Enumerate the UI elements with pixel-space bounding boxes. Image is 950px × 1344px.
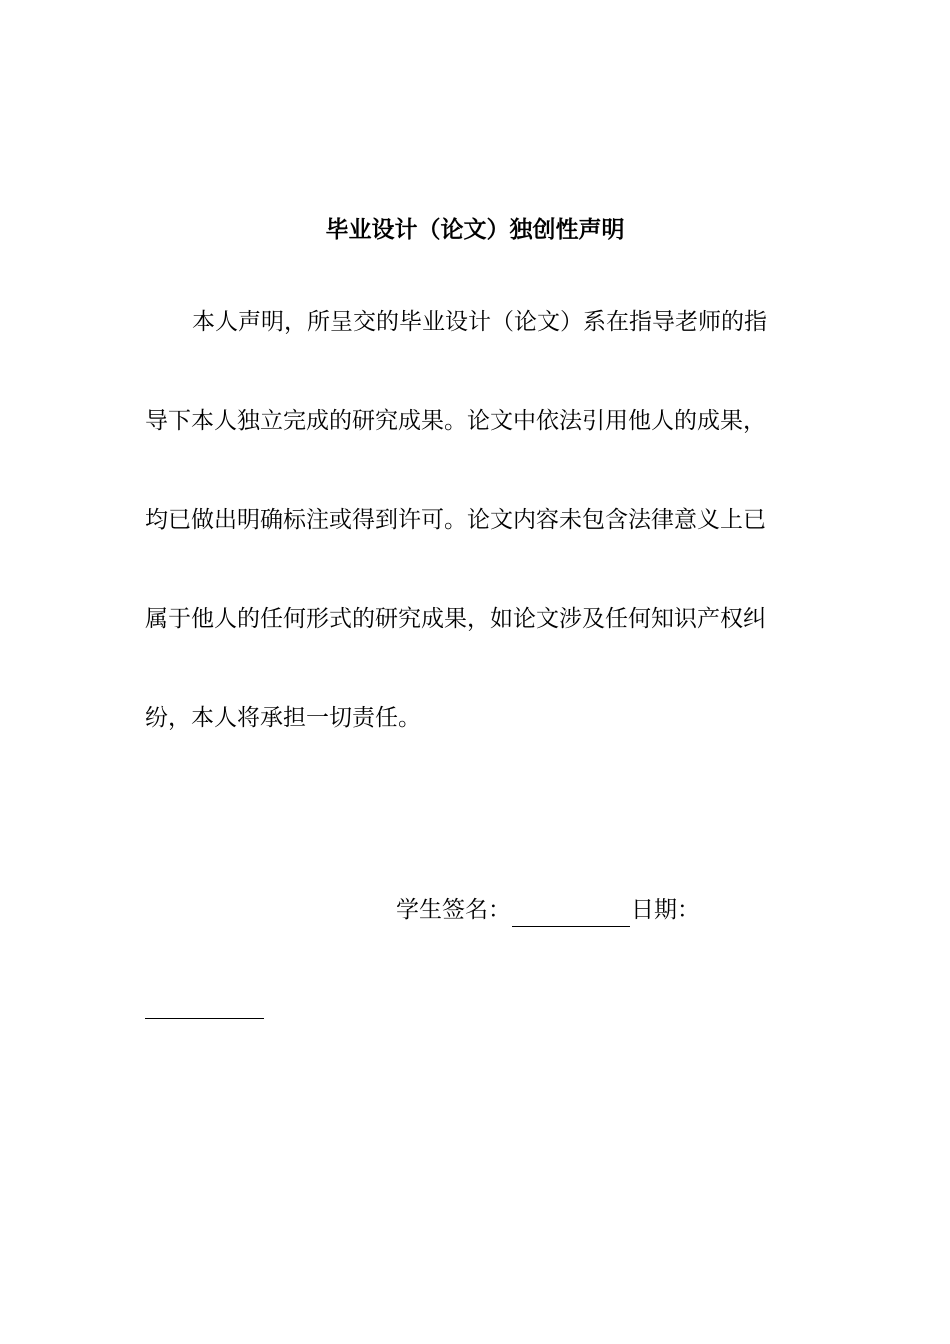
signature-row [396,893,700,927]
student-signature-blank [512,900,630,927]
page-title: 毕业设计（论文）独创性声明 [325,217,625,243]
declaration-line-4: 属于他人的任何形式的研究成果，如论文涉及任何知识产权纠 [145,606,766,632]
declaration-line-2: 导下本人独立完成的研究成果。论文中依法引用他人的成果， [145,408,766,434]
declaration-line-1: 本人声明，所呈交的毕业设计（论文）系在指导老师的指 [192,309,767,335]
date-blank [145,1018,264,1019]
date-label: 日期： [631,897,700,923]
declaration-line-5: 纷，本人将承担一切责任。 [145,705,421,731]
student-signature-label: 学生签名： [396,897,511,923]
declaration-line-3: 均已做出明确标注或得到许可。论文内容未包含法律意义上已 [145,507,766,533]
